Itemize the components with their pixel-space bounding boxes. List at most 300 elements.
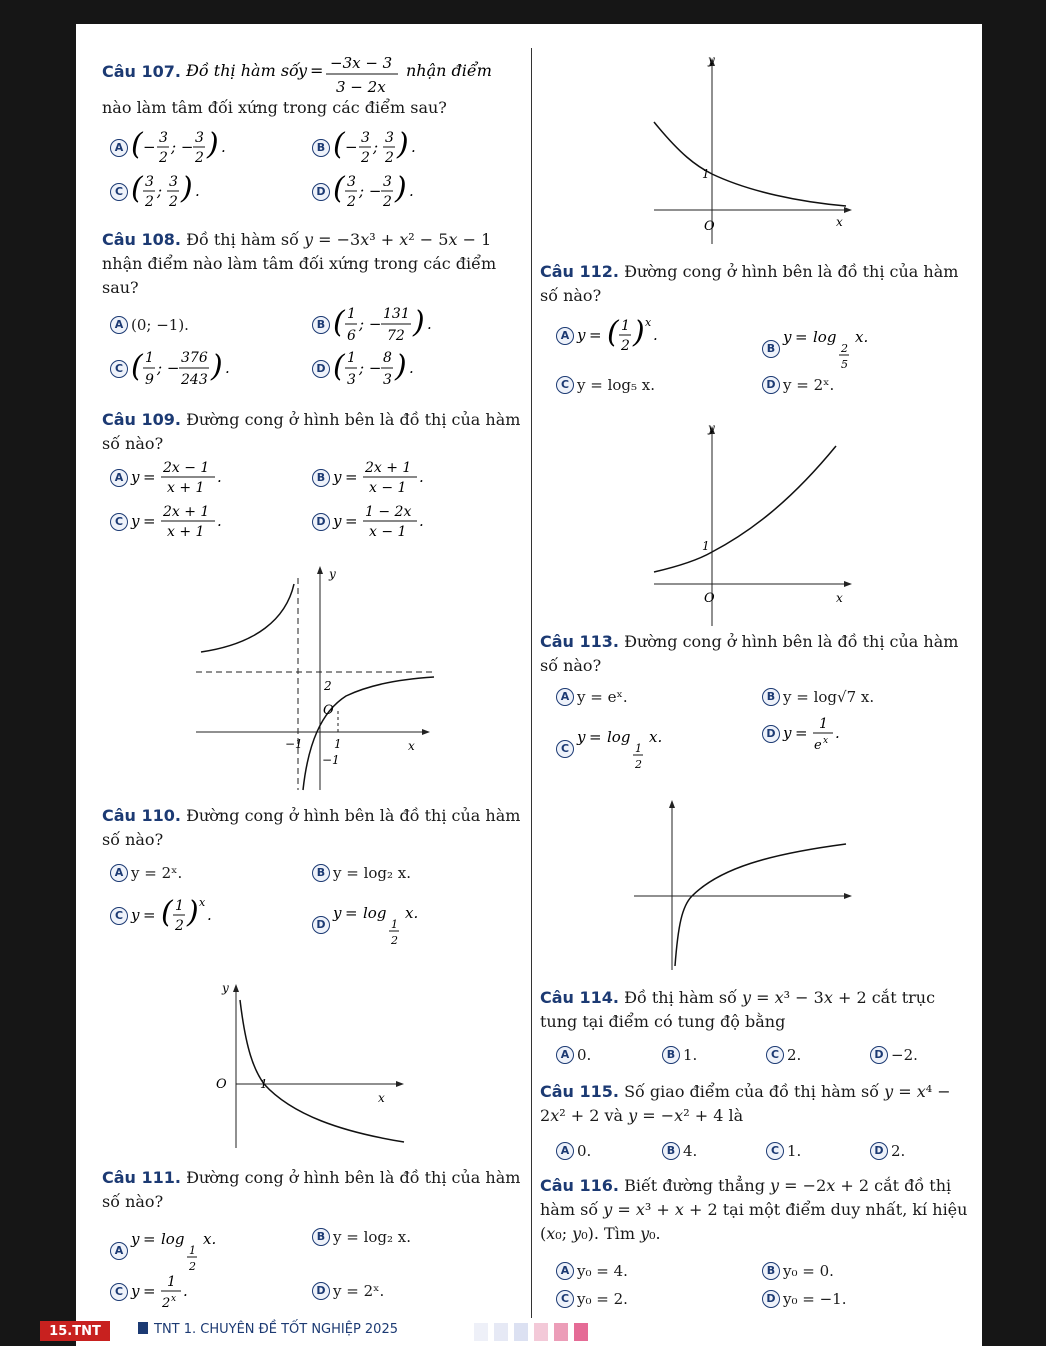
svg-text:): ): [207, 127, 219, 162]
option-formula: [131, 348, 281, 390]
option-text: y = log₂ x.: [333, 864, 412, 882]
question-label: Câu 113.: [540, 632, 619, 651]
option-text: y₀ = −1.: [783, 1290, 847, 1308]
svg-text:; −: ; −: [359, 359, 382, 377]
y-label: y: [708, 53, 715, 67]
footer-bar-1: [474, 1323, 488, 1341]
svg-text:.: .: [409, 182, 414, 200]
svg-text:): ): [395, 171, 407, 206]
svg-text:8: 8: [383, 350, 392, 366]
graph-q107: [650, 54, 860, 250]
svg-text:log: log: [363, 904, 387, 922]
svg-text:1: 1: [347, 306, 356, 322]
question-108: [102, 228, 528, 300]
footer-bar-3: [514, 1323, 528, 1341]
origin-label: O: [216, 1077, 227, 1092]
option-formula: [577, 316, 687, 356]
svg-text:y: y: [577, 728, 586, 746]
option-a-marker: A: [110, 139, 128, 157]
svg-text:y: y: [131, 1230, 140, 1248]
option-d-marker: D: [870, 1046, 888, 1064]
option-text: y = log√7 x.: [783, 688, 875, 706]
svg-text:2: 2: [159, 150, 168, 166]
svg-text:): ): [395, 349, 407, 384]
q114-option-a[interactable]: [556, 1044, 591, 1066]
svg-text:3: 3: [361, 130, 370, 146]
option-text: y = eˣ.: [577, 688, 628, 706]
option-text: y = 2ˣ.: [783, 376, 835, 394]
svg-text:3 − 2x: 3 − 2x: [336, 78, 386, 96]
svg-text:.: .: [183, 1282, 188, 1300]
option-text: y = log₂ x.: [333, 1228, 412, 1246]
question-text: Đường cong ở hình bên là đồ thị của hàm số nào?: [540, 262, 959, 305]
svg-text:y: y: [333, 512, 342, 530]
option-d-marker: D: [870, 1142, 888, 1160]
footer-bar-4: [534, 1323, 548, 1341]
option-formula: [577, 724, 687, 774]
option-c-marker: C: [766, 1046, 784, 1064]
q110-option-d[interactable]: [312, 900, 443, 950]
option-d-marker: D: [312, 513, 330, 531]
q111-option-c[interactable]: [110, 1272, 221, 1312]
curve-right-branch: [303, 677, 434, 790]
svg-text:log: log: [813, 328, 837, 346]
tick-label-2: 2: [324, 679, 332, 693]
question-label: Câu 107.: [102, 62, 181, 81]
svg-text:log: log: [607, 728, 631, 746]
option-d-marker: D: [762, 725, 780, 743]
option-text: 0.: [577, 1046, 592, 1064]
q110-option-c[interactable]: [110, 896, 241, 936]
curve: [240, 1000, 404, 1142]
curve-left-branch: [201, 584, 294, 652]
option-formula: [131, 128, 261, 168]
question-label: Câu 115.: [540, 1082, 619, 1101]
svg-text:x.: x.: [855, 328, 869, 346]
svg-text:1: 1: [819, 716, 828, 732]
question-109: [102, 408, 528, 456]
svg-text:2: 2: [391, 934, 398, 947]
option-a-marker: A: [556, 327, 574, 345]
svg-text:2: 2: [169, 194, 178, 210]
svg-text:y: y: [783, 328, 792, 346]
footer-title: [138, 1322, 398, 1337]
svg-text:x: x: [645, 316, 652, 329]
question-label: Câu 116.: [540, 1176, 619, 1195]
q112-option-a[interactable]: [556, 316, 687, 356]
svg-text:2: 2: [145, 194, 154, 210]
option-b-marker: B: [312, 1228, 330, 1246]
option-text: 4.: [683, 1142, 698, 1160]
question-112: [540, 260, 972, 308]
option-formula: [333, 458, 463, 498]
svg-text:x − 1: x − 1: [369, 480, 407, 496]
svg-text:=: =: [143, 1282, 156, 1300]
svg-text:3: 3: [195, 130, 204, 146]
svg-text:.: .: [653, 326, 658, 344]
q115-option-d[interactable]: [870, 1140, 905, 1162]
q109-option-d[interactable]: [312, 502, 463, 542]
option-d-marker: D: [762, 1290, 780, 1308]
option-a-marker: A: [110, 864, 128, 882]
svg-text:1: 1: [145, 350, 154, 366]
option-text: −2.: [891, 1046, 918, 1064]
svg-text:(: (: [131, 127, 143, 162]
option-b-marker: B: [762, 340, 780, 358]
q116-option-c[interactable]: [556, 1288, 628, 1310]
svg-text:2: 2: [162, 1296, 171, 1311]
tick-label-minus1-x: −1: [285, 737, 303, 751]
svg-text:y: y: [131, 906, 140, 924]
svg-text:.: .: [835, 724, 840, 742]
option-text: y = 2ˣ.: [333, 1282, 385, 1300]
svg-text:x + 1: x + 1: [167, 480, 205, 496]
svg-text:y: y: [577, 326, 586, 344]
footer-bar-6: [574, 1323, 588, 1341]
q107-option-d[interactable]: [312, 172, 463, 212]
q112-option-b[interactable]: [762, 324, 893, 374]
page-number-tag: 15.TNT: [40, 1321, 110, 1341]
q114-option-b[interactable]: [662, 1044, 697, 1066]
svg-text:x: x: [199, 896, 206, 909]
tick-label-1: 1: [702, 167, 710, 181]
svg-text:): ): [211, 349, 223, 384]
svg-text:1: 1: [175, 898, 184, 914]
origin-label: O: [323, 703, 334, 718]
svg-text:.: .: [419, 468, 424, 486]
option-b-marker: B: [312, 316, 330, 334]
question-107: Câu 107. Đồ thị hàm số y = −3x − 3 3 − 2x nhận điểm nào làm tâm đối xứng trong các điểm sau?: [102, 56, 532, 116]
question-111: [102, 1166, 528, 1214]
q107-option-a[interactable]: [110, 128, 261, 168]
option-d-marker: D: [312, 1282, 330, 1300]
q115-option-b[interactable]: [662, 1140, 697, 1162]
svg-text:.: .: [195, 182, 200, 200]
q111-option-b[interactable]: [312, 1226, 411, 1248]
q110-option-a[interactable]: [110, 862, 182, 884]
curve: [675, 844, 846, 966]
x-axis-arrow: [844, 581, 852, 587]
svg-text:y: y: [783, 724, 792, 742]
svg-text:1: 1: [167, 1274, 176, 1290]
svg-text:y: y: [131, 1282, 140, 1300]
option-text: y = 2ˣ.: [131, 864, 183, 882]
q113-option-d[interactable]: [762, 714, 873, 754]
option-d-marker: D: [762, 376, 780, 394]
svg-text:; −: ; −: [171, 138, 194, 156]
option-d-marker: D: [312, 916, 330, 934]
svg-text:): ): [413, 305, 425, 340]
svg-text:3: 3: [347, 372, 356, 388]
svg-text:y: y: [333, 468, 342, 486]
question-label: Câu 111.: [102, 1168, 181, 1187]
svg-text:3: 3: [169, 174, 178, 190]
curve: [654, 446, 836, 572]
x-label: x: [836, 591, 843, 605]
q112-option-c[interactable]: [556, 374, 655, 396]
q116-option-a[interactable]: [556, 1260, 628, 1282]
svg-text:2: 2: [635, 758, 642, 771]
svg-text:2: 2: [361, 150, 370, 166]
option-a-marker: A: [110, 316, 128, 334]
column-divider: [531, 48, 532, 1318]
footer-bar-2: [494, 1323, 508, 1341]
x-label: x: [836, 215, 843, 229]
question-116: [540, 1174, 972, 1246]
option-text: 0.: [577, 1142, 592, 1160]
svg-text:; −: ; −: [157, 359, 180, 377]
option-b-marker: B: [312, 864, 330, 882]
q111-option-d[interactable]: [312, 1280, 384, 1302]
q108-option-b[interactable]: [312, 304, 483, 346]
x-axis-arrow: [422, 729, 430, 735]
q108-option-c[interactable]: [110, 348, 281, 390]
y-label: y: [329, 567, 336, 581]
page-footer: [49, 1318, 982, 1346]
q109-option-b[interactable]: [312, 458, 463, 498]
origin-label: O: [704, 219, 715, 234]
option-c-marker: C: [110, 513, 128, 531]
svg-text:1: 1: [391, 918, 398, 931]
svg-text:x: x: [823, 736, 829, 746]
svg-text:3: 3: [383, 372, 392, 388]
footer-text: TNT 1. CHUYÊN ĐỀ TỐT NGHIỆP 2025: [154, 1322, 398, 1337]
q116-option-d[interactable]: [762, 1288, 846, 1310]
graph-q112: [650, 422, 860, 632]
svg-text:.: .: [217, 512, 222, 530]
svg-text:(: (: [131, 349, 143, 384]
option-formula: [333, 128, 463, 168]
svg-text:(: (: [607, 315, 619, 350]
graph-q111: [202, 980, 412, 1152]
svg-text:.: .: [409, 359, 414, 377]
svg-text:(: (: [333, 349, 345, 384]
svg-text:x − 1: x − 1: [369, 524, 407, 540]
q116-option-b[interactable]: [762, 1260, 834, 1282]
svg-text:x.: x.: [649, 728, 663, 746]
graph-q110: [630, 796, 860, 974]
option-b-marker: B: [312, 139, 330, 157]
svg-text:2x + 1: 2x + 1: [365, 460, 412, 476]
q109-option-c[interactable]: [110, 502, 261, 542]
option-formula: [131, 458, 261, 498]
svg-text:y: y: [131, 512, 140, 530]
svg-text:2: 2: [175, 918, 184, 934]
svg-text:243: 243: [181, 372, 208, 388]
option-c-marker: C: [110, 183, 128, 201]
option-b-marker: B: [762, 1262, 780, 1280]
svg-text:2: 2: [195, 150, 204, 166]
svg-text:2: 2: [385, 150, 394, 166]
option-c-marker: C: [556, 740, 574, 758]
svg-text:3: 3: [159, 130, 168, 146]
option-c-marker: C: [110, 360, 128, 378]
svg-text:=: =: [345, 512, 358, 530]
question-113: [540, 630, 972, 678]
svg-text:; −: ; −: [359, 315, 382, 333]
svg-text:.: .: [419, 512, 424, 530]
question-label: Câu 114.: [540, 988, 619, 1007]
svg-text:6: 6: [347, 328, 356, 344]
option-d-marker: D: [312, 183, 330, 201]
svg-text:=: =: [795, 328, 808, 346]
option-formula: [333, 348, 463, 390]
svg-text:x: x: [171, 1294, 177, 1304]
svg-text:2: 2: [347, 194, 356, 210]
question-text: Đường cong ở hình bên là đồ thị của hàm số nào?: [102, 1168, 521, 1211]
q107-option-c[interactable]: [110, 172, 261, 212]
svg-text:376: 376: [181, 350, 208, 366]
q114-option-d[interactable]: [870, 1044, 918, 1066]
option-formula: [333, 502, 463, 542]
svg-text:2x − 1: 2x − 1: [163, 460, 210, 476]
svg-text:): ): [187, 895, 199, 930]
q114-option-c[interactable]: [766, 1044, 801, 1066]
svg-text:log: log: [161, 1230, 185, 1248]
footer-bar-5: [554, 1323, 568, 1341]
svg-text:=: =: [589, 728, 602, 746]
option-formula: [131, 502, 261, 542]
option-c-marker: C: [556, 1290, 574, 1308]
svg-text:2: 2: [841, 342, 848, 355]
x-label: x: [408, 739, 415, 753]
option-text: (0; −1).: [131, 316, 189, 334]
svg-text:;: ;: [373, 138, 379, 156]
svg-text:): ): [633, 315, 645, 350]
option-b-marker: B: [312, 469, 330, 487]
option-a-marker: A: [110, 1242, 128, 1260]
svg-text:−3x − 3: −3x − 3: [330, 54, 393, 72]
question-label: Câu 108.: [102, 230, 181, 249]
option-formula: [131, 896, 241, 936]
svg-text:.: .: [225, 359, 230, 377]
option-a-marker: A: [556, 1262, 574, 1280]
option-c-marker: C: [110, 907, 128, 925]
option-formula: [783, 714, 873, 754]
option-a-marker: A: [556, 688, 574, 706]
question-114: [540, 986, 972, 1034]
svg-text:x + 1: x + 1: [167, 524, 205, 540]
y-label: y: [222, 981, 229, 995]
svg-text:x.: x.: [405, 904, 419, 922]
y-axis-arrow: [669, 800, 675, 808]
svg-text:;: ;: [157, 182, 163, 200]
q108-option-a[interactable]: [110, 314, 189, 336]
y-axis-arrow: [317, 566, 323, 574]
svg-text:=: =: [345, 468, 358, 486]
option-text: 1.: [683, 1046, 698, 1064]
option-text: 2.: [891, 1142, 906, 1160]
svg-text:e: e: [814, 738, 822, 753]
tick-label-1: 1: [702, 539, 710, 553]
question-label: Câu 112.: [540, 262, 619, 281]
svg-text:−: −: [345, 138, 358, 156]
svg-text:y: y: [298, 61, 308, 80]
q110-option-b[interactable]: [312, 862, 411, 884]
svg-text:−: −: [143, 138, 156, 156]
svg-text:=: =: [143, 1230, 156, 1248]
svg-text:3: 3: [145, 174, 154, 190]
svg-text:): ): [181, 171, 193, 206]
svg-text:=: =: [795, 724, 808, 742]
option-formula: [333, 900, 443, 950]
option-a-marker: A: [556, 1046, 574, 1064]
svg-text:=: =: [143, 906, 156, 924]
book-icon: [138, 1322, 148, 1334]
option-text: 2.: [787, 1046, 802, 1064]
svg-text:5: 5: [841, 358, 848, 371]
y-axis-arrow: [233, 984, 239, 992]
svg-text:2: 2: [383, 194, 392, 210]
svg-text:.: .: [221, 138, 226, 156]
q108-option-d[interactable]: [312, 348, 463, 390]
svg-text:(: (: [333, 171, 345, 206]
svg-text:9: 9: [145, 372, 154, 388]
option-b-marker: B: [662, 1046, 680, 1064]
option-formula: [333, 172, 463, 212]
question-text: Đồ thị hàm số y = −3x³ + x² − 5x − 1 nhận điểm nào làm tâm đối xứng trong các điểm sau?: [102, 230, 497, 297]
question-text: Số giao điểm của đồ thị hàm số y = x⁴ − 2x² + 2 và y = −x² + 4 là: [540, 1082, 951, 1125]
option-c-marker: C: [556, 376, 574, 394]
svg-text:1: 1: [347, 350, 356, 366]
question-110: [102, 804, 528, 852]
q113-option-c[interactable]: [556, 724, 687, 774]
q115-option-c[interactable]: [766, 1140, 801, 1162]
graph-q109: [196, 564, 436, 794]
option-c-marker: C: [110, 1283, 128, 1301]
q113-option-a[interactable]: [556, 686, 628, 708]
svg-text:1 − 2x: 1 − 2x: [365, 504, 412, 520]
option-a-marker: A: [110, 469, 128, 487]
svg-text:3: 3: [383, 174, 392, 190]
svg-text:1: 1: [635, 742, 642, 755]
option-text: 1.: [787, 1142, 802, 1160]
svg-text:=: =: [143, 512, 156, 530]
question-text: Biết đường thẳng y = −2x + 2 cắt đồ thị hàm số y = x³ + x + 2 tại một điểm duy nhất, kí hiệu (x₀; y₀). Tìm y₀.: [540, 1176, 968, 1243]
svg-text:=: =: [589, 326, 602, 344]
q107-option-b[interactable]: [312, 128, 463, 168]
svg-text:=: =: [143, 468, 156, 486]
option-formula: [333, 304, 483, 346]
question-text: Đường cong ở hình bên là đồ thị của hàm số nào?: [540, 632, 959, 675]
option-d-marker: D: [312, 360, 330, 378]
page: [49, 24, 982, 1346]
svg-text:(: (: [161, 895, 173, 930]
question-text: Đồ thị hàm số y = x³ − 3x + 2 cắt trục tung tại điểm có tung độ bằng: [540, 988, 936, 1031]
q109-option-a[interactable]: [110, 458, 261, 498]
q115-option-a[interactable]: [556, 1140, 591, 1162]
option-text: y₀ = 2.: [577, 1290, 628, 1308]
y-label: y: [708, 421, 715, 435]
tick-label-minus1-y: −1: [322, 753, 340, 767]
svg-text:72: 72: [387, 328, 405, 344]
svg-text:(: (: [333, 305, 345, 340]
q113-option-b[interactable]: [762, 686, 874, 708]
option-formula: [131, 1226, 241, 1276]
option-text: y = log₅ x.: [577, 376, 656, 394]
question-text: Đường cong ở hình bên là đồ thị của hàm số nào?: [102, 410, 521, 453]
q112-option-d[interactable]: [762, 374, 834, 396]
q111-option-a[interactable]: [110, 1226, 241, 1276]
question-115: [540, 1080, 972, 1128]
question-text: Đường cong ở hình bên là đồ thị của hàm số nào?: [102, 806, 521, 849]
svg-text:3: 3: [347, 174, 356, 190]
svg-text:(: (: [333, 127, 345, 162]
svg-text:x.: x.: [203, 1230, 217, 1248]
option-c-marker: C: [766, 1142, 784, 1160]
svg-text:(: (: [131, 171, 143, 206]
option-text: y₀ = 4.: [577, 1262, 628, 1280]
